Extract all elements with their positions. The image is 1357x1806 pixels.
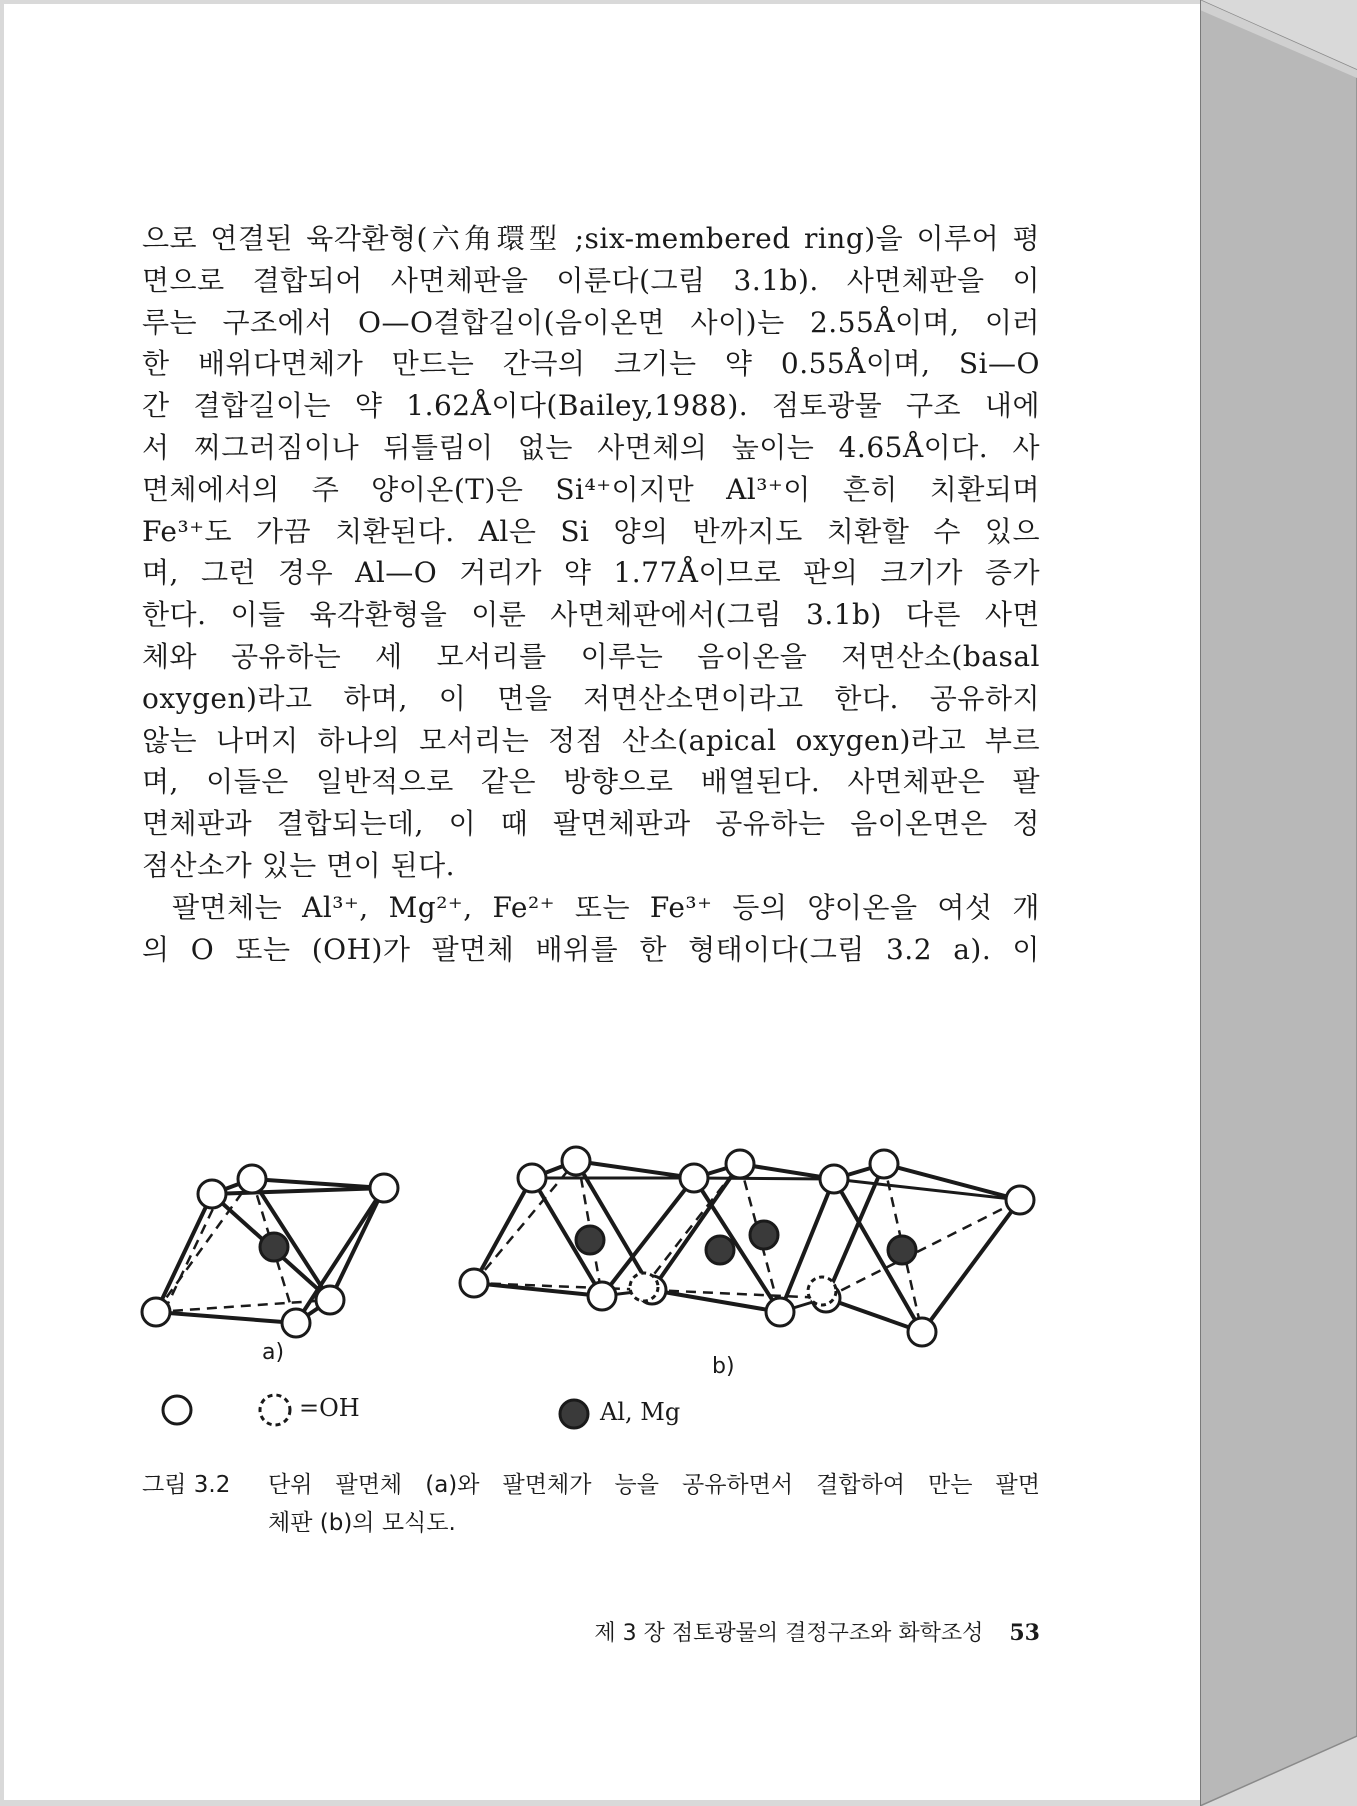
text-line: 으로 연결된 육각환형(六角環型 ;six-membered ring)을 이루어 평	[142, 222, 1040, 255]
oxygen-atom	[316, 1286, 344, 1314]
text-line: 서 찌그러짐이나 뒤틀림이 없는 사면체의 높이는 4.65Å이다. 사	[142, 430, 1040, 464]
oxygen-atom	[820, 1165, 848, 1193]
panel-a-label: a)	[262, 1340, 285, 1365]
text-line: oxygen)라고 하며, 이 면을 저면산소면이라고 한다. 공유하지	[142, 681, 1040, 715]
oxygen-atom	[142, 1298, 170, 1326]
atom-circles-b	[460, 1147, 1034, 1346]
oxygen-atom	[588, 1282, 616, 1310]
text-line: 간 결합길이는 약 1.62Å이다(Bailey,1988). 점토광물 구조 내에	[142, 389, 1040, 423]
text-line: 의 O 또는 (OH)가 팔면체 배위를 한 형태이다(그림 3.2 a). 이	[142, 932, 1040, 966]
oxygen-atom	[726, 1150, 754, 1178]
text-line: 면체에서의 주 양이온(T)은 Si⁴⁺이지만 Al³⁺이 흔히 치환되며	[142, 472, 1040, 506]
hydroxyl-atom	[808, 1277, 836, 1305]
oxygen-atom	[870, 1150, 898, 1178]
text-line: 며, 그런 경우 Al—O 거리가 약 1.77Å이므로 판의 크기가 증가	[142, 556, 1040, 590]
caption-text	[268, 1466, 1040, 1542]
caption-label: 그림 3.2	[142, 1472, 231, 1498]
oxygen-legend-icon	[163, 1396, 191, 1424]
cation-atom	[750, 1221, 778, 1249]
caption-line: 단위 팔면체 (a)와 팔면체가 능을 공유하면서 결합하여 만는 팔면	[268, 1472, 1040, 1498]
panel-b-label: b)	[712, 1354, 735, 1379]
figure-legend	[163, 1395, 588, 1428]
hydroxyl-legend-icon	[260, 1395, 290, 1425]
text-line: 점산소가 있는 면이 된다.	[142, 848, 456, 882]
oxygen-atom	[198, 1180, 226, 1208]
cation-atom	[888, 1236, 916, 1264]
text-line: 루는 구조에서 O—O결합길이(음이온면 사이)는 2.55Å이며, 이러	[142, 305, 1040, 339]
oh-legend-label: =OH	[299, 1394, 360, 1422]
oxygen-atom	[766, 1298, 794, 1326]
text-line: 면체판과 결합되는데, 이 때 팔면체판과 공유하는 음이온면은 정	[142, 807, 1040, 841]
oxygen-atom	[908, 1318, 936, 1346]
book-page-edges	[1200, 0, 1357, 1806]
octahedral-sheet-diagram-b	[474, 1161, 1020, 1332]
oxygen-atom	[238, 1165, 266, 1193]
cation-atom	[576, 1226, 604, 1254]
page-number: 53	[1009, 1620, 1040, 1646]
cation-legend-icon	[560, 1400, 588, 1428]
text-line: 한 배위다면체가 만드는 간극의 크기는 약 0.55Å이며, Si—O	[142, 347, 1040, 381]
chapter-title: 제 3 장 점토광물의 결정구조와 화학조성	[594, 1621, 984, 1646]
page-footer	[484, 1616, 1040, 1647]
page	[4, 4, 1201, 1800]
text-line: 않는 나머지 하나의 모서리는 정점 산소(apical oxygen)라고 부르	[142, 723, 1040, 757]
oxygen-atom	[518, 1164, 546, 1192]
text-line: 한다. 이들 육각환형을 이룬 사면체판에서(그림 3.1b) 다른 사면	[142, 598, 1040, 632]
oxygen-atom	[680, 1164, 708, 1192]
hydroxyl-atom	[630, 1273, 658, 1301]
text-line: 팔면체는 Al³⁺, Mg²⁺, Fe²⁺ 또는 Fe³⁺ 등의 양이온을 여섯 개	[172, 890, 1040, 924]
oxygen-atom	[460, 1269, 488, 1297]
text-line: 체와 공유하는 세 모서리를 이루는 음이온을 저면산소(basal	[142, 639, 1040, 673]
oxygen-atom	[282, 1309, 310, 1337]
cation-legend-label: Al, Mg	[600, 1398, 681, 1426]
cation-atom	[706, 1236, 734, 1264]
oxygen-atom	[1006, 1186, 1034, 1214]
caption-line: 체판 (b)의 모식도.	[268, 1510, 456, 1536]
text-line: Fe³⁺도 가끔 치환된다. Al은 Si 양의 반까지도 치환할 수 있으	[142, 514, 1040, 548]
octahedra-figure	[4, 4, 1200, 1464]
cation-atom	[260, 1233, 288, 1261]
text-line: 면으로 결합되어 사면체판을 이룬다(그림 3.1b). 사면체판을 이	[142, 263, 1040, 297]
oxygen-atom	[370, 1174, 398, 1202]
text-line: 며, 이들은 일반적으로 같은 방향으로 배열된다. 사면체판은 팔	[142, 765, 1040, 799]
oxygen-atom	[562, 1147, 590, 1175]
